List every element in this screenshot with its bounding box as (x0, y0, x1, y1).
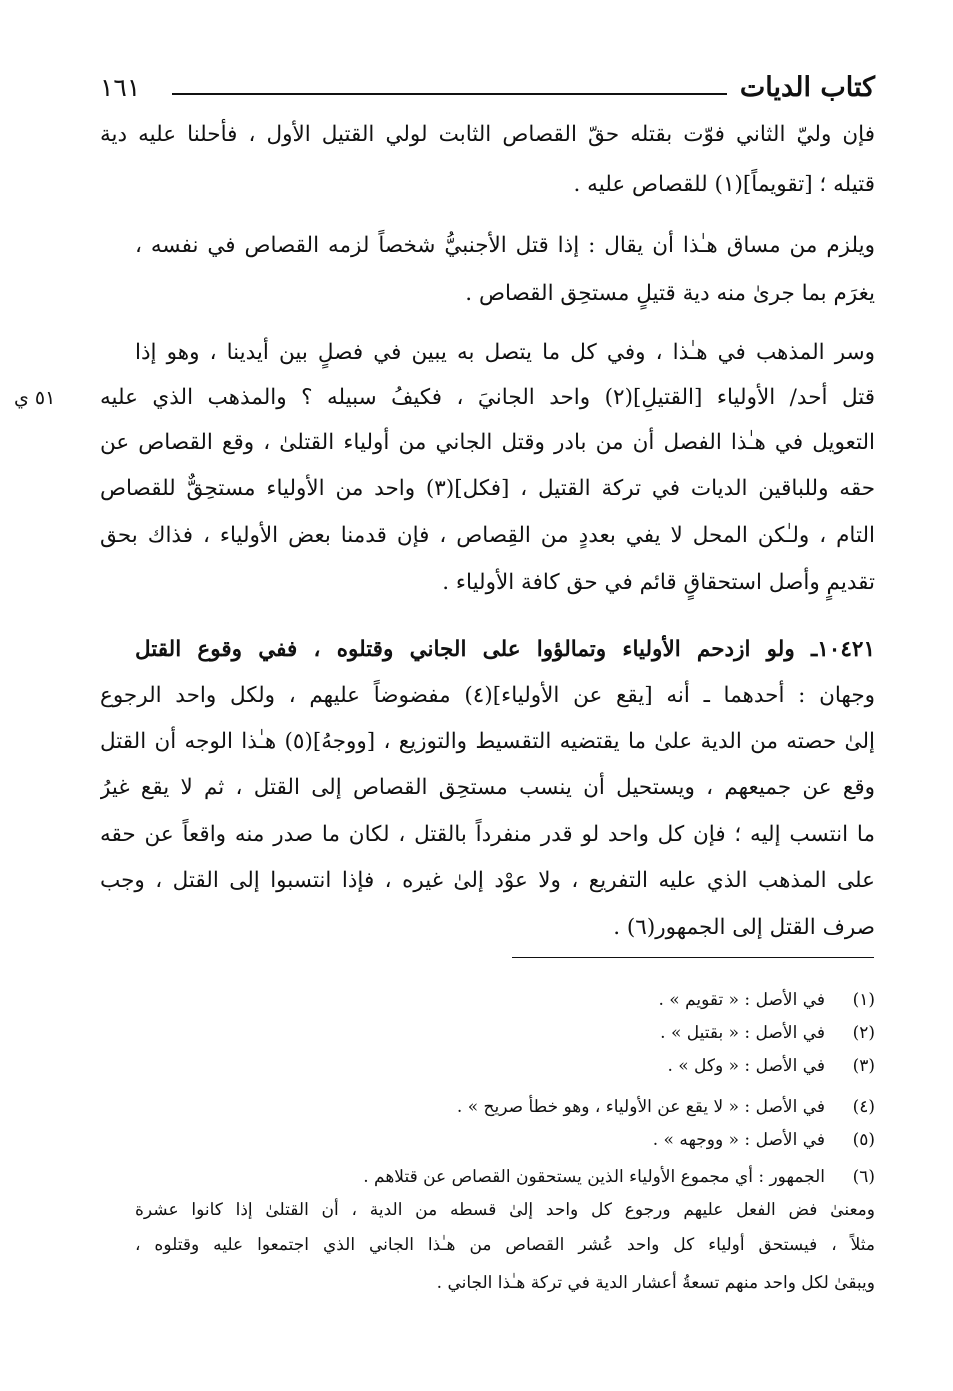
body-line: قتيله ؛ [تقويماً](١) للقصاص عليه . (573, 172, 875, 197)
footnote-number: (١) (852, 990, 875, 1010)
footnote-text: في الأصل : « بقتيل » . (660, 1023, 825, 1043)
footnote (75, 1163, 875, 1191)
footnote-text: الجمهور : أي مجموع الأولياء الذين يستحقون القصاص عن قتلاهم . (363, 1167, 825, 1187)
footnote (75, 986, 875, 1014)
body-line: يغرَم بما جرىٰ منه دية قتيلٍ مستحِق القصاص . (465, 281, 875, 306)
footnote-text: في الأصل : « ووجهه » . (652, 1130, 825, 1150)
body-line: حقه وللباقين الديات في تركة القتيل ، [فكل](٣) واحد من الأولياء مستحِقٌّ للقصاص (100, 476, 875, 501)
body-line: التعويل في هـٰذا الفصل أن من بادر وقتل الجاني من أولياء القتلىٰ ، وقع القصاص عن (100, 430, 875, 455)
footnote (75, 1052, 875, 1080)
footnote-number: (٤) (852, 1097, 875, 1117)
body-line: تقديمٍ وأصل استحقاقٍ قائم في حق كافة الأولياء . (442, 570, 875, 595)
footnote-continuation-line: ومعنىٰ فض الفعل عليهم ورجوع كل واحد إلىٰ قسطه من الدية ، أن القتلىٰ إذا كانوا عشرة (135, 1200, 875, 1220)
body-line: صرف القتل إلى الجمهور(٦) . (613, 915, 875, 940)
footnote-number: (٥) (852, 1130, 875, 1150)
footnote-number: (٦) (852, 1167, 875, 1187)
footnote-number: (٢) (852, 1023, 875, 1043)
footnote-continuation-line: ويبقىٰ لكل واحد منهم تسعةُ أعشار الدية في تركة هـٰذا الجاني . (436, 1273, 875, 1293)
footnote-text: في الأصل : « لا يقع عن الأولياء ، وهو خطأ صريح » . (456, 1097, 825, 1117)
running-header (100, 68, 875, 108)
body-line: وقع عن جميعهم ، ويستحيل أن ينسب مستحِق القصاص إلى القتل ، ثم لا يقع غيرُ (100, 775, 875, 800)
footnote-text: في الأصل : « وكل » . (667, 1056, 825, 1076)
footnote-text: في الأصل : « تقويم » . (658, 990, 825, 1010)
margin-folio-note: ٥١ ي (14, 387, 56, 409)
page-number: ١٦١ (100, 73, 141, 102)
body-line: وجهان : أحدهما ـ أنه [يقع عن الأولياء](٤) مفضوضاً عليهم ، ولكل واحد الرجوع (100, 683, 875, 708)
body-line: إلىٰ حصته من الدية علىٰ ما يقتضيه التقسيط والتوزيع ، [ووجهُ](٥) هـٰذا الوجه أن القتل (100, 729, 875, 754)
body-line: ما انتسب إليه ؛ فإن كل واحد لو قدر منفرداً بالقتل ، لكان ما صدر منه واقعاً عن حقه (100, 822, 875, 847)
body-line: فإن وليّ الثاني فوّت بقتله حقّ القصاص الثابت لولي القتيل الأول ، فأحلنا عليه دية (100, 122, 875, 147)
body-line: التام ، ولـٰكن المحل لا يفي بعددٍ من القِصاص ، فإن قدمنا بعض الأولياء ، فذاك بحق (100, 523, 875, 548)
footnote (75, 1126, 875, 1154)
header-rule (172, 93, 727, 95)
paragraph-number-line: ١٠٤٢١ـ ولو ازدحم الأولياء وتمالؤوا على الجاني وقتلوه ، ففي وقوع القتل (135, 637, 875, 662)
body-line: وسر المذهب في هـٰذا ، وفي كل ما يتصل به يبين في فصلٍ بين أيدينا ، وهو إذا (135, 340, 875, 365)
footnote (75, 1093, 875, 1121)
book-title: كتاب الديات (739, 72, 875, 103)
body-line: ويلزم من مساق هـٰذا أن يقال : إذا قتل الأجنبيُّ شخصاً لزمه القصاص في نفسه ، (135, 233, 875, 258)
footnote (75, 1019, 875, 1047)
footnote-number: (٣) (852, 1056, 875, 1076)
footnote-continuation-line: مثلاً ، فيستحق أولياء كل واحد عُشر القصاص من هـٰذا الجاني الذي اجتمعوا عليه وقتلوه ، (135, 1235, 875, 1255)
body-line: قتل أحد/ الأولياء [القتيلِ](٢) واحد الجانيَ ، فكيفُ سبيله ؟ والمذهب الذي عليه (100, 385, 875, 410)
body-line: على المذهب الذي عليه التفريع ، ولا عوْد إلىٰ غيره ، فإذا انتسبوا إلى القتل ، وجب (100, 868, 875, 893)
footnote-separator (512, 957, 874, 958)
